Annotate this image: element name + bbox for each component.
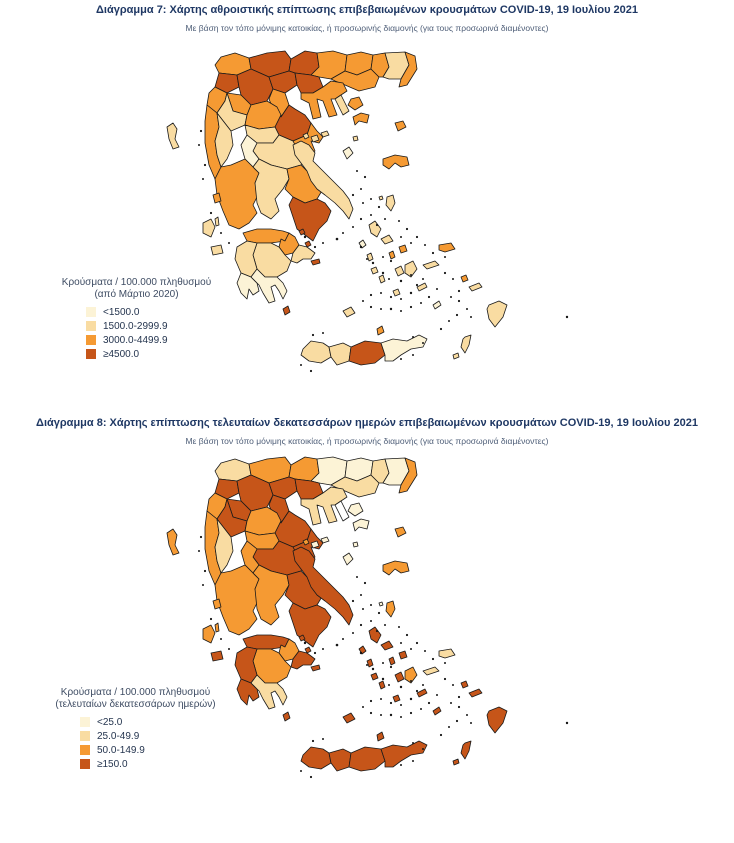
region-samothraki bbox=[395, 121, 406, 131]
region-agios-efstratios bbox=[353, 542, 358, 547]
region-ikaria bbox=[423, 261, 439, 269]
region-karpathos bbox=[461, 741, 471, 759]
legend-item: <25.0 bbox=[80, 715, 243, 729]
region-kefalonia bbox=[203, 219, 215, 237]
region-andros bbox=[369, 221, 381, 237]
region-tinos bbox=[381, 235, 393, 244]
legend-item: 3000.0-4499.9 bbox=[86, 333, 239, 347]
legend-item: ≥150.0 bbox=[80, 757, 243, 771]
region-kerkyra bbox=[167, 529, 179, 555]
region-chios bbox=[386, 601, 395, 617]
region-mykonos bbox=[399, 651, 407, 659]
region-amorgos bbox=[417, 283, 427, 291]
region-mykonos bbox=[399, 245, 407, 253]
region-kythira bbox=[283, 712, 290, 721]
region-lesvos bbox=[383, 561, 409, 575]
region-rethymno bbox=[329, 749, 351, 771]
figure7-subtitle: Με βάση τον τόπο μόνιμης κατοικίας, ή προσωρινής διαμονής (για τους προσωρινά διαμένοντες) bbox=[185, 23, 549, 33]
legend-item: <1500.0 bbox=[86, 305, 239, 319]
figure8-title: Διάγραμμα 8: Χάρτης επίπτωσης τελευταίων δεκατεσσάρων ημερών επιβεβαιωμένων κρουσμάτων COVID-19, 19 Ιουλίου 2021 bbox=[36, 417, 698, 429]
region-kythnos bbox=[367, 659, 373, 667]
region-tinos bbox=[381, 641, 393, 650]
region-santorini bbox=[377, 326, 384, 335]
region-agios-efstratios bbox=[353, 136, 358, 141]
region-skyros bbox=[343, 553, 353, 565]
legend-item: ≥4500.0 bbox=[86, 347, 239, 361]
region-andros bbox=[369, 627, 381, 643]
region-ilia bbox=[235, 647, 257, 683]
region-fokida bbox=[253, 565, 289, 625]
region-kos bbox=[469, 689, 482, 697]
region-sifnos bbox=[379, 275, 385, 283]
region-alonnisos bbox=[321, 131, 329, 137]
legend-swatch bbox=[80, 745, 90, 755]
region-fokida bbox=[253, 159, 289, 219]
region-irakleio bbox=[349, 341, 385, 365]
region-syros bbox=[389, 657, 395, 665]
region-paros bbox=[395, 672, 404, 682]
region-aetolia bbox=[215, 159, 259, 229]
region-attica bbox=[289, 197, 331, 241]
region-karpathos bbox=[461, 335, 471, 353]
region-ithaki bbox=[215, 623, 219, 632]
region-thasos bbox=[348, 97, 363, 110]
region-amorgos bbox=[417, 689, 427, 697]
region-aetolia bbox=[215, 565, 259, 635]
region-serifos bbox=[371, 267, 378, 274]
legend-swatch bbox=[86, 349, 96, 359]
region-samos bbox=[439, 649, 455, 658]
region-lasithi bbox=[381, 741, 427, 767]
region-kerkyra bbox=[167, 123, 179, 149]
legend-cumulative bbox=[34, 277, 239, 361]
region-rodos bbox=[487, 301, 507, 327]
region-thasos bbox=[348, 503, 363, 516]
region-kefalonia bbox=[203, 625, 215, 643]
legend-item: 25.0-49.9 bbox=[80, 729, 243, 743]
region-kythnos bbox=[367, 253, 373, 261]
region-paros bbox=[395, 266, 404, 276]
region-limnos bbox=[353, 519, 369, 531]
region-astypalea bbox=[433, 707, 441, 715]
legend-title: Κρούσματα / 100.000 πληθυσμού (τελευταίων δεκατεσσάρων ημερών) bbox=[55, 687, 216, 710]
region-ithaki bbox=[215, 217, 219, 226]
legend-item: 50.0-149.9 bbox=[80, 743, 243, 757]
region-rodos bbox=[487, 707, 507, 733]
region-samos bbox=[439, 243, 455, 252]
region-serifos bbox=[371, 673, 378, 680]
region-zakynthos bbox=[211, 651, 223, 661]
legend-14day bbox=[28, 687, 243, 771]
region-irakleio bbox=[349, 747, 385, 771]
region-athos bbox=[335, 501, 349, 521]
region-psara bbox=[379, 602, 383, 606]
region-lasithi bbox=[381, 335, 427, 361]
figure7-title: Διάγραμμα 7: Χάρτης αθροιστικής επίπτωσης επιβεβαιωμένων κρουσμάτων COVID-19, 19 Ιουλίου 2021 bbox=[96, 4, 638, 16]
region-chania bbox=[301, 341, 331, 363]
region-alonnisos bbox=[321, 537, 329, 543]
region-kythira bbox=[283, 306, 290, 315]
figure8-subtitle: Με βάση τον τόπο μόνιμης κατοικίας, ή προσωρινής διαμονής (για τους προσωρινά διαμένοντες) bbox=[185, 436, 549, 446]
region-samothraki bbox=[395, 527, 406, 537]
region-ios bbox=[393, 695, 400, 702]
region-santorini bbox=[377, 732, 384, 741]
region-ikaria bbox=[423, 667, 439, 675]
region-sifnos bbox=[379, 681, 385, 689]
region-rethymno bbox=[329, 343, 351, 365]
legend-swatch bbox=[86, 335, 96, 345]
region-zakynthos bbox=[211, 245, 223, 255]
region-kasos bbox=[453, 759, 459, 765]
legend-swatch bbox=[80, 731, 90, 741]
region-kasos bbox=[453, 353, 459, 359]
region-athos bbox=[335, 95, 349, 115]
region-astypalea bbox=[433, 301, 441, 309]
legend-title: Κρούσματα / 100.000 πληθυσμού (από Μάρτιο 2020) bbox=[61, 277, 212, 300]
region-kalymnos bbox=[461, 681, 468, 688]
region-syros bbox=[389, 251, 395, 259]
legend-swatch bbox=[80, 717, 90, 727]
region-psara bbox=[379, 196, 383, 200]
region-lesvos bbox=[383, 155, 409, 169]
region-kos bbox=[469, 283, 482, 291]
region-limnos bbox=[353, 113, 369, 125]
legend-swatch bbox=[86, 307, 96, 317]
region-kalymnos bbox=[461, 275, 468, 282]
legend-swatch bbox=[80, 759, 90, 769]
region-ios bbox=[393, 289, 400, 296]
region-attica bbox=[289, 603, 331, 647]
legend-item: 1500.0-2999.9 bbox=[86, 319, 239, 333]
region-ilia bbox=[235, 241, 257, 277]
region-milos bbox=[343, 713, 355, 723]
legend-swatch bbox=[86, 321, 96, 331]
region-milos bbox=[343, 307, 355, 317]
region-chios bbox=[386, 195, 395, 211]
region-skyros bbox=[343, 147, 353, 159]
region-chania bbox=[301, 747, 331, 769]
